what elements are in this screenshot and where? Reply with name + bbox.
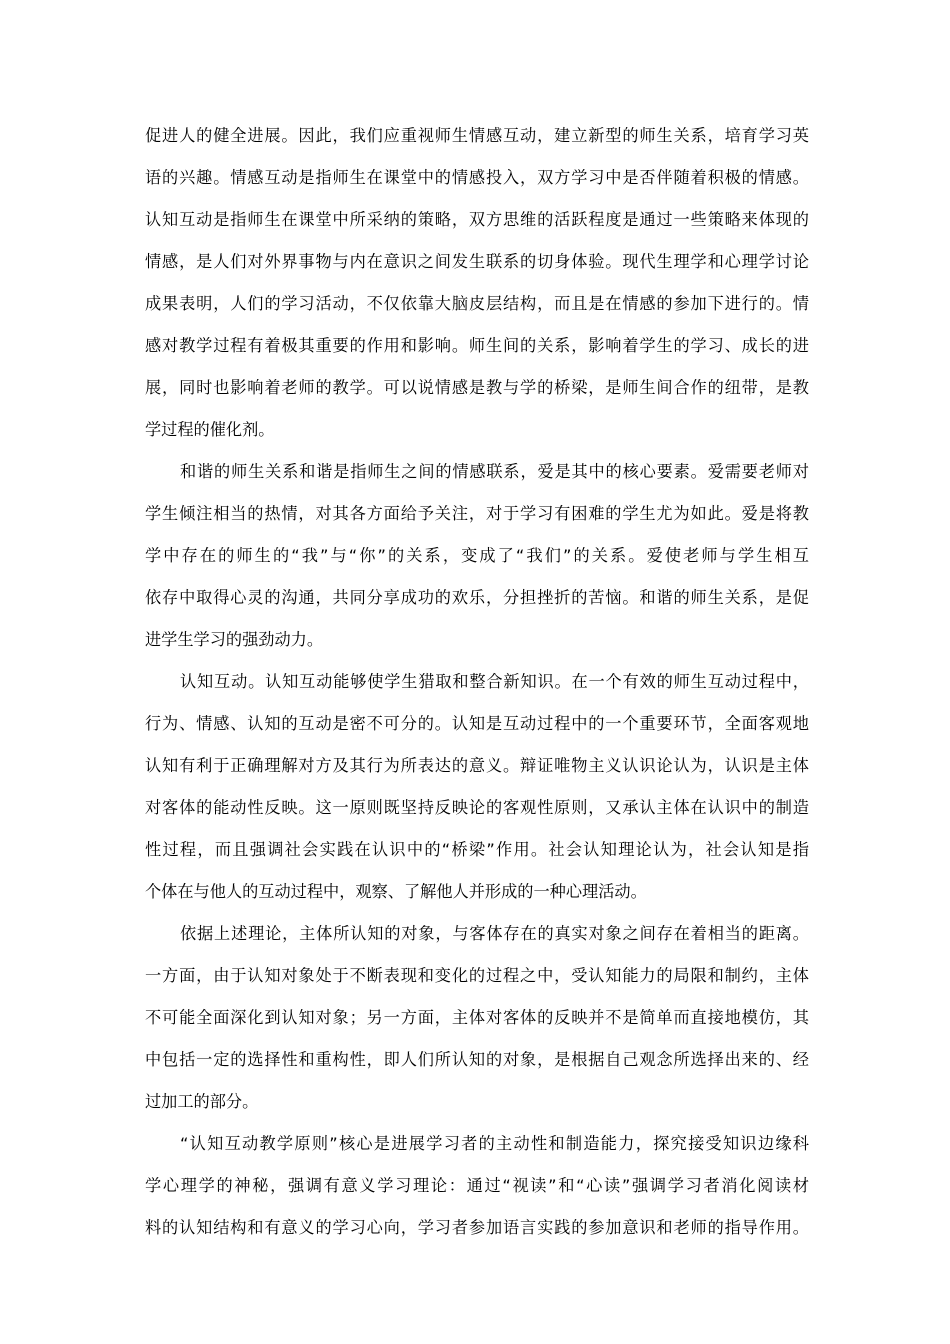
text-line: 个体在与他人的互动过程中，观察、了解他人并形成的一种心理活动。 (145, 882, 647, 901)
text-line: 一方面，由于认知对象处于不断表现和变化的过程之中，受认知能力的局限和制约，主体 (145, 966, 809, 985)
text-line: 学生倾注相当的热情，对其各方面给予关注，对于学习有困难的学生尤为如此。爱是将教 (145, 504, 809, 523)
paragraph-first-line: 和谐的师生关系和谐是指师生之间的情感联系，爱是其中的核心要素。爱需要老师对 (180, 462, 809, 481)
text-line: 成果表明，人们的学习活动，不仅依靠大脑皮层结构，而且是在情感的参加下进行的。情 (145, 294, 809, 313)
text-line: 对客体的能动性反映。这一原则既坚持反映论的客观性原则，又承认主体在认识中的制造 (145, 798, 809, 817)
paragraph-first-line: “认知互动教学原则”核心是进展学习者的主动性和制造能力，探究接受知识边缘科 (180, 1134, 809, 1153)
text-line: 展，同时也影响着老师的教学。可以说情感是教与学的桥梁，是师生间合作的纽带，是教 (145, 378, 809, 397)
text-line: 情感，是人们对外界事物与内在意识之间发生联系的切身体验。现代生理学和心理学讨论 (145, 252, 809, 271)
paragraph-first-line: 认知互动。认知互动能够使学生猎取和整合新知识。在一个有效的师生互动过程中， (180, 672, 809, 691)
text-line: 语的兴趣。情感互动是指师生在课堂中的情感投入，双方学习中是否伴随着积极的情感。 (145, 168, 809, 187)
paragraph-first-line: 依据上述理论，主体所认知的对象，与客体存在的真实对象之间存在着相当的距离。 (180, 924, 809, 943)
text-line: 行为、情感、认知的互动是密不可分的。认知是互动过程中的一个重要环节，全面客观地 (145, 714, 809, 733)
text-line: 促进人的健全进展。因此，我们应重视师生情感互动，建立新型的师生关系，培育学习英 (145, 126, 809, 145)
text-line: 料的认知结构和有意义的学习心向，学习者参加语言实践的参加意识和老师的指导作用。 (145, 1218, 809, 1237)
text-line: 性过程，而且强调社会实践在认识中的“桥梁”作用。社会认知理论认为，社会认知是指 (145, 840, 809, 859)
text-line: 过加工的部分。 (145, 1092, 259, 1111)
text-line: 认知互动是指师生在课堂中所采纳的策略，双方思维的活跃程度是通过一些策略来体现的 (145, 210, 809, 229)
text-line: 认知有利于正确理解对方及其行为所表达的意义。辩证唯物主义认识论认为，认识是主体 (145, 756, 809, 775)
text-line: 中包括一定的选择性和重构性，即人们所认知的对象，是根据自己观念所选择出来的、经 (145, 1050, 809, 1069)
text-line: 进学生学习的强劲动力。 (145, 630, 324, 649)
text-line: 学心理学的神秘，强调有意义学习理论：通过“视读”和“心读”强调学习者消化阅读材 (145, 1176, 809, 1195)
text-line: 依存中取得心灵的沟通，共同分享成功的欢乐，分担挫折的苦恼。和谐的师生关系，是促 (145, 588, 809, 607)
text-line: 不可能全面深化到认知对象；另一方面，主体对客体的反映并不是简单而直接地模仿，其 (145, 1008, 809, 1027)
text-line: 学过程的催化剂。 (145, 420, 275, 439)
text-line: 感对教学过程有着极其重要的作用和影响。师生间的关系，影响着学生的学习、成长的进 (145, 336, 809, 355)
text-line: 学中存在的师生的“我”与“你”的关系，变成了“我们”的关系。爱使老师与学生相互 (145, 546, 809, 565)
